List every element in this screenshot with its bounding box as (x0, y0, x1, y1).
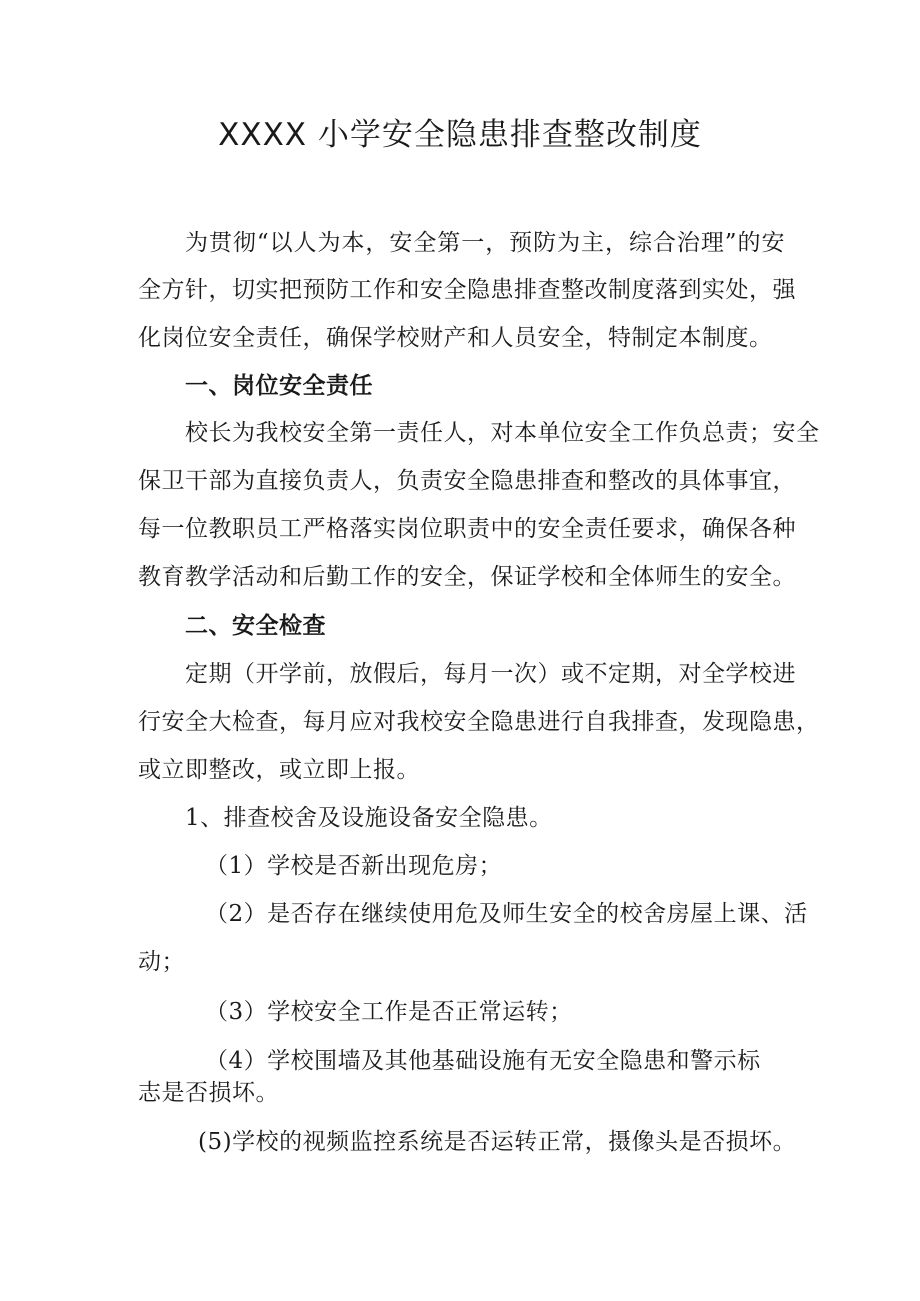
intro-line-2: 全方针，切实把预防工作和安全隐患排查整改制度落到实处，强 (138, 277, 796, 303)
sub-item-5: (5)学校的视频监控系统是否运转正常，摄像头是否损坏。 (198, 1129, 797, 1155)
document-title: XXXX 小学安全隐患排查整改制度 (218, 117, 702, 153)
intro-line-3: 化岗位安全责任，确保学校财产和人员安全，特制定本制度。 (138, 325, 773, 351)
sub-item-2-line-1: （2）是否存在继续使用危及师生安全的校舍房屋上课、活 (205, 901, 808, 927)
section-2-line-1: 定期（开学前，放假后，每月一次）或不定期，对全学校进 (185, 661, 796, 687)
item-1: 1、排查校舍及设施设备安全隐患。 (185, 805, 553, 831)
sub-item-4-line-1: （4）学校围墙及其他基础设施有无安全隐患和警示标 (205, 1048, 761, 1074)
section-2-heading: 二、安全检查 (185, 613, 326, 639)
intro-line-1: 为贯彻“以人为本，安全第一，预防为主，综合治理”的安 (185, 230, 785, 256)
section-2-line-3: 或立即整改，或立即上报。 (138, 757, 420, 783)
section-1-heading: 一、岗位安全责任 (185, 373, 373, 399)
section-1-line-2: 保卫干部为直接负责人，负责安全隐患排查和整改的具体事宜， (138, 468, 796, 494)
sub-item-3: （3）学校安全工作是否正常运转； (205, 999, 573, 1025)
section-1-line-3: 每一位教职员工严格落实岗位职责中的安全责任要求，确保各种 (138, 516, 796, 542)
sub-item-2-line-2: 动； (138, 949, 185, 975)
sub-item-1: （1）学校是否新出现危房； (205, 853, 503, 879)
section-2-line-2: 行安全大检查，每月应对我校安全隐患进行自我排查，发现隐患， (138, 709, 820, 735)
section-1-line-1: 校长为我校安全第一责任人，对本单位安全工作负总责；安全 (185, 420, 820, 446)
section-1-line-4: 教育教学活动和后勤工作的安全，保证学校和全体师生的安全。 (138, 564, 796, 590)
sub-item-4-line-2: 志是否损坏。 (138, 1080, 279, 1106)
